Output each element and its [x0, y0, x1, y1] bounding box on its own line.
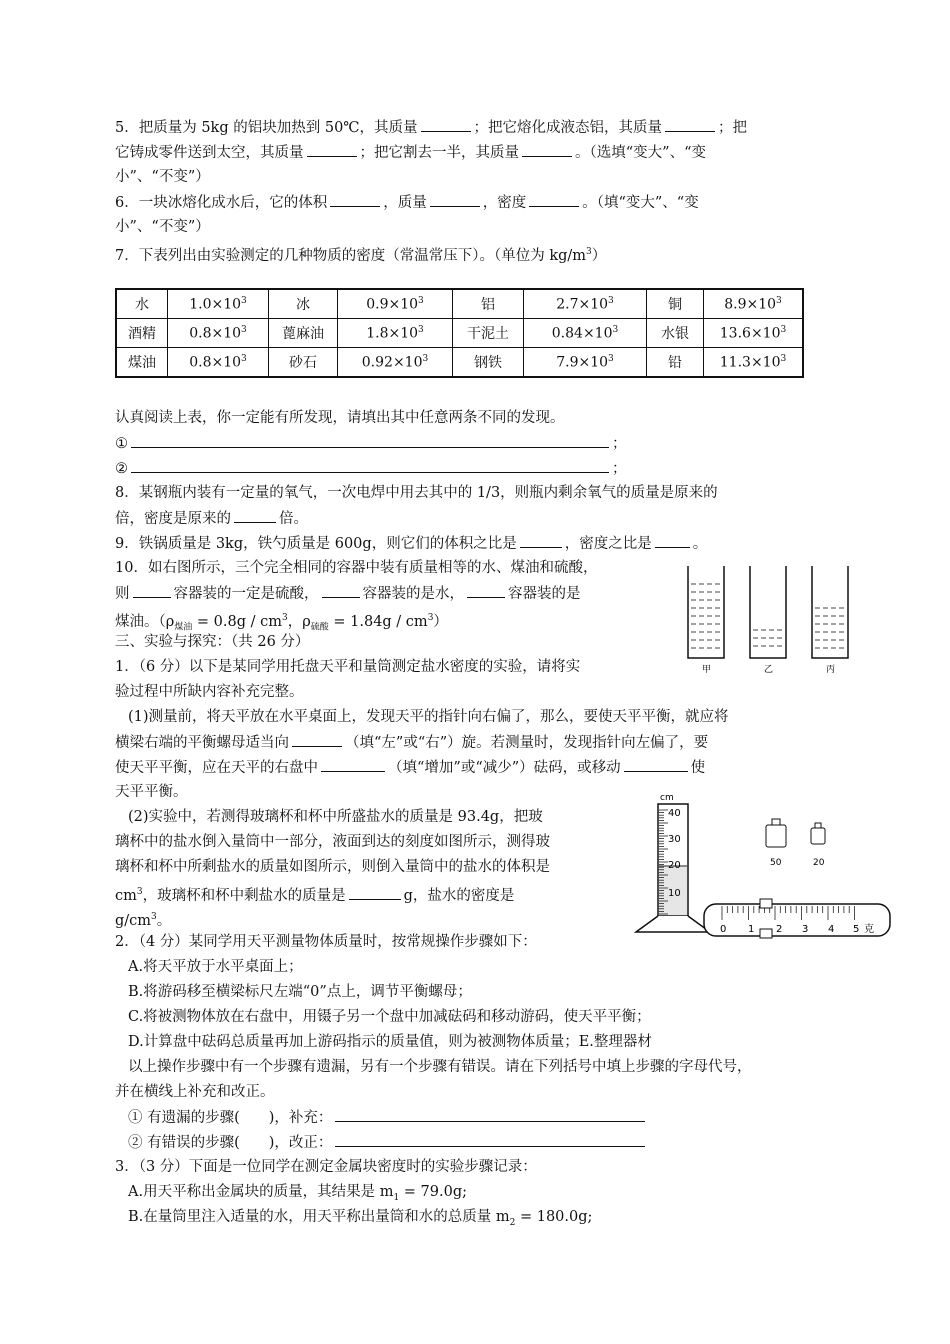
density-cell: $8.9\times 10^3$	[704, 289, 804, 319]
q5-text: 5．把质量为 5kg 的铝块加热到 50℃，其质量	[115, 120, 418, 136]
measuring-cylinder-figure	[628, 786, 708, 940]
e3-line1: 3．（3 分）下面是一位同学在测定金属块密度时的实验步骤记录：	[115, 1159, 537, 1175]
q7-read: 认真阅读上表，你一定能有所发现，请填出其中任意两条不同的发现。	[115, 410, 565, 426]
substance-cell: 干泥土	[453, 319, 524, 348]
answer-blank[interactable]	[321, 757, 385, 772]
substance-cell: 煤油	[116, 348, 168, 378]
q10-text: 则	[115, 586, 130, 602]
q7-text: 7．下表列出由实验测定的几种物质的密度（常温常压下）。（单位为 kg/m	[115, 247, 587, 264]
q5-line2	[115, 142, 706, 163]
e1-p2-line5	[115, 907, 171, 931]
q5-text: 它铸成零件送到太空，其质量	[115, 145, 304, 161]
e1-p2-line1: (2)实验中，若测得玻璃杯和杯中所盛盐水的质量是 93.4g，把玻	[128, 809, 543, 825]
e1-text: 。	[156, 912, 172, 929]
density-cell: $11.3\times 10^3$	[704, 348, 804, 378]
e3-step-b	[128, 1207, 592, 1233]
e2-instr-1: 以上操作步骤中有一个步骤有遗漏，另有一个步骤有错误。请在下列括号中填上步骤的字母代号，	[128, 1059, 752, 1075]
e2-step-c: C.将被测物体放在右盘中，用镊子另一个盘中加减砝码和移动游码，使天平平衡；	[128, 1009, 651, 1025]
answer-blank[interactable]	[529, 192, 579, 207]
semicolon: ；	[612, 436, 627, 452]
q6-line1	[115, 192, 699, 213]
weight-20-label: 20	[813, 858, 825, 868]
container-label-bing: 丙	[826, 665, 836, 674]
q6-text: ，密度	[482, 195, 527, 211]
q6-text: ，质量	[383, 195, 427, 211]
q7-text: ）	[591, 247, 607, 264]
answer-line[interactable]	[335, 1132, 645, 1147]
e1-p1-line1: (1)测量前，将天平放在水平桌面上，发现天平的指针向右偏了，那么，要使天平平衡，就应将	[128, 709, 729, 725]
e3-text: = 79.0g;	[399, 1184, 468, 1200]
superscript: 3	[151, 912, 157, 922]
e1-text: 横梁右端的平衡螺母适当向	[115, 735, 289, 751]
exponent: 3	[608, 295, 614, 306]
density-cell: $0.8\times 10^3$	[168, 319, 269, 348]
density-cell: $1.8\times 10^3$	[338, 319, 453, 348]
q5-text: ；把	[718, 120, 748, 136]
answer-line[interactable]	[335, 1107, 645, 1122]
answer-blank[interactable]	[330, 192, 380, 207]
e1-text: cm	[115, 887, 137, 904]
weights-figure	[760, 815, 840, 873]
tick-20: 20	[668, 860, 681, 871]
e3-text: = 180.0g;	[515, 1209, 593, 1225]
rider-slider-handle[interactable]	[760, 899, 772, 908]
q6-text: 。（填“变大”、“变	[582, 195, 699, 211]
e2-text: ① 有遗漏的步骤( )，补充：	[128, 1110, 333, 1126]
rider-num-0: 0	[720, 924, 727, 935]
answer-blank[interactable]	[292, 732, 342, 747]
e3-text: A.用天平称出金属块的质量，其结果是 m	[128, 1184, 394, 1200]
substance-cell: 铝	[453, 289, 524, 319]
exponent: 3	[780, 324, 787, 335]
section-3-title: 三、实验与探究：（共 26 分）	[115, 634, 310, 650]
q5-line3: 小”、“不变”）	[115, 169, 210, 185]
e1-p1-line3	[115, 757, 705, 778]
q7-intro	[115, 242, 606, 266]
density-cell: $0.8\times 10^3$	[168, 348, 269, 378]
circle-one-label: ①	[115, 436, 128, 452]
exponent: 3	[418, 324, 424, 335]
exponent: 3	[418, 295, 424, 306]
substance-cell: 蓖麻油	[269, 319, 338, 348]
q9-text: 。	[692, 536, 708, 552]
exponent: 3	[241, 324, 247, 335]
subscript: 2	[509, 1217, 516, 1228]
substance-cell: 酒精	[116, 319, 168, 348]
answer-blank[interactable]	[520, 533, 562, 548]
e3-step-a	[128, 1182, 467, 1208]
answer-blank[interactable]	[307, 142, 357, 157]
rider-num-5: 5	[853, 924, 860, 935]
container-yi	[750, 566, 786, 658]
tick-40: 40	[668, 808, 681, 819]
e2-line1: 2．（4 分）某同学用天平测量物体质量时，按常规操作步骤如下：	[115, 934, 537, 950]
density-cell: $2.7\times 10^3$	[524, 289, 647, 319]
exponent: 3	[241, 295, 247, 306]
e2-instr-2: 并在横线上补充和改正。	[115, 1084, 275, 1100]
q5-line1	[115, 117, 747, 138]
q10-line1: 10．如右图所示，三个完全相同的容器中装有质量相等的水、煤油和硫酸，	[115, 560, 598, 576]
exponent: 3	[612, 324, 619, 335]
container-label-yi: 乙	[764, 665, 774, 674]
subscript: 1	[393, 1192, 400, 1203]
exponent: 3	[780, 353, 787, 364]
q10-text: ）	[433, 613, 448, 630]
three-containers-figure	[680, 562, 850, 674]
e1-p2-line2: 璃杯中的盐水倒入量筒中一部分，液面到达的刻度如图所示，测得玻	[115, 834, 550, 850]
rider-num-3: 3	[802, 924, 809, 935]
e2-step-d: D.计算盘中砝码总质量再加上游码指示的质量值，则为被测物体质量；E.整理器材	[128, 1034, 652, 1050]
semicolon: ；	[612, 461, 627, 477]
q7-answer-2	[115, 458, 627, 479]
density-cell: $13.6\times 10^3$	[704, 319, 804, 348]
q8-text: 倍，密度是原来的	[115, 511, 231, 527]
substance-cell: 冰	[269, 289, 338, 319]
table-row	[116, 289, 803, 319]
answer-line[interactable]	[131, 458, 609, 473]
q10-text: 煤油。（ρ	[115, 613, 175, 630]
answer-blank[interactable]	[421, 117, 471, 132]
q8-line1: 8．某钢瓶内装有一定量的氧气，一次电焊中用去其中的 1/3，则瓶内剩余氧气的质量是原来的	[115, 485, 718, 501]
q5-text: ；把它熔化成液态铝，其质量	[473, 120, 663, 136]
e1-line2: 验过程中所缺内容补充完整。	[115, 684, 304, 700]
rider-slider-base	[760, 929, 772, 938]
table-row	[116, 348, 803, 378]
q9-text: 9．铁锅质量是 3kg，铁勺质量是 600g，则它们的体积之比是	[115, 536, 517, 552]
e2-step-b: B.将游码移至横梁标尺左端“0”点上，调节平衡螺母；	[128, 984, 472, 1000]
answer-blank[interactable]	[655, 533, 690, 548]
e1-text: （填“左”或“右”）旋。若测量时，发现指针向左偏了，要	[345, 735, 709, 751]
q8-line2	[115, 508, 308, 529]
substance-cell: 钢铁	[453, 348, 524, 378]
e1-p2-line3: 璃杯和杯中所剩盐水的质量如图所示，则倒入量筒中的盐水的体积是	[115, 859, 550, 875]
answer-blank[interactable]	[665, 117, 715, 132]
superscript: 3	[427, 613, 434, 623]
container-jia	[688, 566, 724, 658]
answer-line[interactable]	[131, 433, 609, 448]
answer-blank[interactable]	[133, 583, 171, 598]
e1-p1-line2	[115, 732, 708, 753]
substance-cell: 砂石	[269, 348, 338, 378]
circle-two-label: ②	[115, 461, 128, 477]
answer-blank[interactable]	[522, 142, 572, 157]
tick-30: 30	[668, 834, 681, 845]
subscript: 硫酸	[310, 622, 329, 633]
substance-cell: 铅	[647, 348, 704, 378]
e1-text: g/cm	[115, 912, 152, 929]
e2-step-a: A.将天平放于水平桌面上；	[128, 959, 303, 975]
q9-text: ，密度之比是	[564, 536, 652, 552]
e3-text: B.在量筒里注入适量的水，用天平称出量筒和水的总质量 m	[128, 1209, 510, 1225]
e1-text: （填“增加”或“减少”）砝码，或移动	[388, 760, 621, 776]
e1-line1: 1．（6 分）以下是某同学用托盘天平和量筒测定盐水密度的实验，请将实	[115, 659, 581, 675]
e2-text: ② 有错误的步骤( )，改正：	[128, 1135, 333, 1151]
e1-p2-line4	[115, 882, 514, 906]
e1-text: ，玻璃杯和杯中剩盐水的质量是	[142, 887, 346, 904]
q10-text: ，ρ	[287, 613, 311, 630]
density-cell: $1.0\times 10^3$	[168, 289, 269, 319]
density-cell: $7.9\times 10^3$	[524, 348, 647, 378]
answer-blank[interactable]	[624, 757, 688, 772]
substance-cell: 水	[116, 289, 168, 319]
answer-blank[interactable]	[467, 583, 505, 598]
q7-answer-1	[115, 433, 627, 454]
e2-response-2	[128, 1132, 648, 1153]
container-label-jia: 甲	[702, 665, 712, 674]
q10-text: 容器装的是	[508, 586, 581, 602]
density-cell: $0.92\times 10^3$	[338, 348, 453, 378]
substance-cell: 铜	[647, 289, 704, 319]
rider-num-1: 1	[748, 924, 755, 935]
e1-text: 使	[690, 760, 706, 776]
q10-text: = 1.84g / cm	[328, 613, 428, 630]
q10-text: 容器装的是水，	[362, 586, 464, 602]
q6-text: 6．一块冰熔化成水后，它的体积	[115, 195, 328, 211]
q10-text: = 0.8g / cm	[192, 613, 282, 630]
rider-num-4: 4	[828, 924, 835, 935]
q9-line	[115, 533, 707, 554]
table-row	[116, 319, 803, 348]
weight-20g-icon	[811, 823, 825, 844]
subscript: 煤油	[174, 622, 193, 633]
q8-text: 倍。	[279, 511, 308, 527]
answer-blank[interactable]	[430, 192, 480, 207]
e1-text: g，盐水的密度是	[403, 887, 515, 904]
superscript: 3	[281, 613, 288, 623]
rider-unit: 克	[864, 924, 874, 935]
e2-response-1	[128, 1107, 648, 1128]
q5-text: ；把它割去一半，其质量	[359, 145, 519, 161]
q6-line2: 小”、“不变”）	[115, 219, 210, 235]
q5-text: 。（选填“变大”、“变	[575, 145, 706, 161]
exponent: 3	[422, 353, 429, 364]
exponent: 3	[608, 353, 614, 364]
answer-blank[interactable]	[234, 508, 276, 523]
answer-blank[interactable]	[349, 885, 401, 900]
e1-p1-line4: 天平平衡。	[115, 784, 188, 800]
cylinder-unit-label: cm	[660, 793, 674, 803]
superscript: 3	[136, 887, 143, 897]
q7-sup: 3	[586, 247, 592, 257]
weight-50-label: 50	[770, 858, 782, 868]
exponent: 3	[241, 353, 247, 364]
container-bing	[812, 566, 848, 658]
substance-cell: 水银	[647, 319, 704, 348]
e1-text: 使天平平衡，应在天平的右盘中	[115, 760, 318, 776]
rider-num-2: 2	[776, 924, 783, 935]
rider-scale-figure	[702, 898, 892, 942]
answer-blank[interactable]	[322, 583, 360, 598]
density-table	[115, 288, 804, 378]
exponent: 3	[776, 295, 782, 306]
density-cell: $0.84\times 10^3$	[524, 319, 647, 348]
q10-text: 容器装的一定是硫酸，	[173, 586, 319, 602]
density-cell: $0.9\times 10^3$	[338, 289, 453, 319]
q10-line2	[115, 583, 581, 604]
tick-10: 10	[668, 888, 681, 899]
weight-50g-icon	[766, 819, 786, 847]
